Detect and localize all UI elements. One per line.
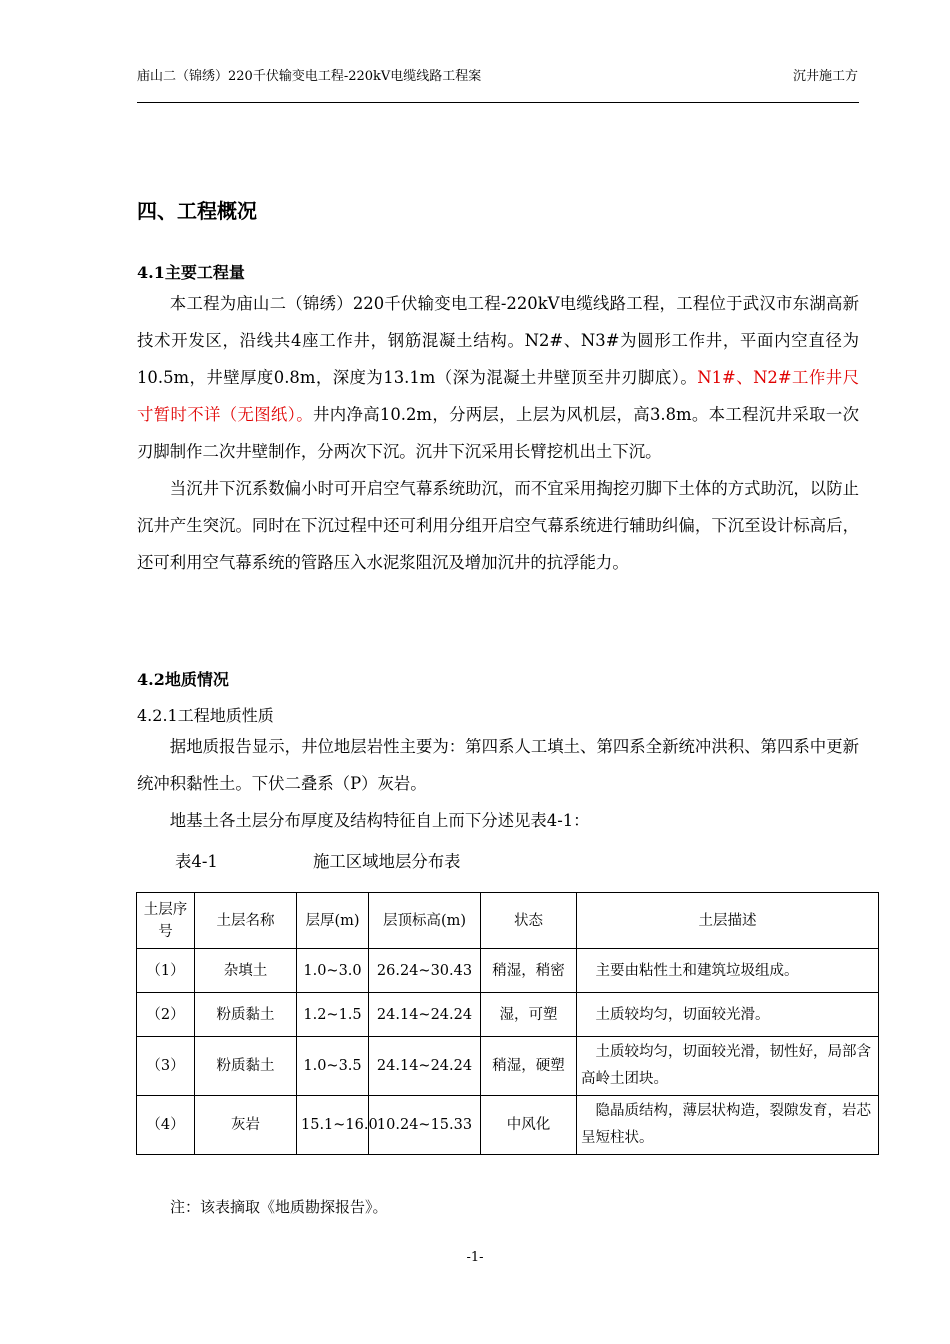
cell-layer-name: 粉质黏土 [195, 1037, 297, 1096]
overview-text-b: 井内净高10.2m，分两层，上层为风机层，高3.8m。本工程沉井采取一次刃脚制作二次井壁制作，分两次下沉。沉井下沉采用长臂挖机出土下沉。 [137, 405, 859, 461]
cell-top-elevation: 10.24~15.33 [369, 1096, 481, 1155]
header-divider [137, 102, 859, 103]
cell-layer-name: 灰岩 [195, 1096, 297, 1155]
subsection-heading-4-2: 4.2地质情况 [137, 670, 229, 689]
paragraph-geology [137, 728, 859, 839]
cell-thickness: 15.1~16.0 [297, 1096, 369, 1155]
paragraph-geology-report: 据地质报告显示，井位地层岩性主要为：第四系人工填土、第四系全新统冲洪积、第四系中更新统冲积黏性土。下伏二叠系（P）灰岩。 [137, 737, 859, 793]
soil-layer-table [136, 892, 879, 1155]
header-top-elevation: 层顶标高(m) [369, 893, 481, 949]
cell-layer-name: 粉质黏土 [195, 993, 297, 1037]
table-note: 注：该表摘取《地质勘探报告》。 [170, 1198, 388, 1216]
table-header-row [137, 893, 879, 949]
header-state: 状态 [481, 893, 577, 949]
header-layer-name: 土层名称 [195, 893, 297, 949]
subsubsection-heading-4-2-1: 4.2.1工程地质性质 [137, 706, 274, 725]
cell-state: 稍湿，稍密 [481, 949, 577, 993]
header-thickness: 层厚(m) [297, 893, 369, 949]
table-row [137, 949, 879, 993]
table-row [137, 993, 879, 1037]
cell-description: 隐晶质结构，薄层状构造，裂隙发育，岩芯呈短柱状。 [577, 1096, 879, 1155]
cell-layer-no: （3） [137, 1037, 195, 1096]
page-number: -1- [466, 1250, 484, 1265]
subsection-heading-4-1: 4.1主要工程量 [137, 263, 245, 282]
paragraph-main-quantities [137, 285, 859, 581]
header-layer-no: 土层序号 [137, 893, 195, 949]
table-caption-number: 表4-1 [175, 852, 218, 871]
cell-layer-name: 杂填土 [195, 949, 297, 993]
cell-top-elevation: 24.14~24.24 [369, 993, 481, 1037]
cell-state: 中风化 [481, 1096, 577, 1155]
header-section-title: 沉井施工方 [792, 69, 858, 84]
header-description: 土层描述 [577, 893, 879, 949]
header-document-title: 庙山二（锦绣）220千伏输变电工程-220kV电缆线路工程案 [137, 69, 482, 84]
cell-top-elevation: 26.24~30.43 [369, 949, 481, 993]
cell-thickness: 1.0~3.5 [297, 1037, 369, 1096]
cell-description: 土质较均匀，切面较光滑，韧性好，局部含高岭土团块。 [577, 1037, 879, 1096]
table-caption-title: 施工区域地层分布表 [313, 852, 461, 871]
table-row [137, 1096, 879, 1155]
paragraph-air-curtain: 当沉井下沉系数偏小时可开启空气幕系统助沉，而不宜采用掏挖刃脚下土体的方式助沉，以防止沉井产生突沉。同时在下沉过程中还可利用分组开启空气幕系统进行辅助纠偏，下沉至设计标高后，还可利用空气幕系统的管路压入水泥浆阻沉及增加沉井的抗浮能力。 [137, 479, 859, 572]
cell-layer-no: （2） [137, 993, 195, 1037]
section-heading: 四、工程概况 [137, 199, 257, 223]
cell-state: 稍湿，硬塑 [481, 1037, 577, 1096]
cell-layer-no: （1） [137, 949, 195, 993]
cell-description: 土质较均匀，切面较光滑。 [577, 993, 879, 1037]
cell-thickness: 1.0~3.0 [297, 949, 369, 993]
overview-text-a: 本工程为庙山二（锦绣）220千伏输变电工程-220kV电缆线路工程，工程位于武汉市东湖高新技术开发区，沿线共4座工作井，钢筋混凝土结构。N2#、N3#为圆形工作井，平面内空直径为10.5m，井壁厚度0.8m，深度为13.1m（深为混凝土井壁顶至井刃脚底）。 [137, 294, 859, 387]
paragraph-project-overview [137, 285, 859, 470]
cell-layer-no: （4） [137, 1096, 195, 1155]
paragraph-table-intro: 地基土各土层分布厚度及结构特征自上而下分述见表4-1： [169, 811, 590, 830]
table-row [137, 1037, 879, 1096]
overview-text-warning: N1#、N2#工作井尺寸暂时不详（无图纸）。 [137, 368, 859, 424]
cell-top-elevation: 24.14~24.24 [369, 1037, 481, 1096]
cell-thickness: 1.2~1.5 [297, 993, 369, 1037]
cell-state: 湿，可塑 [481, 993, 577, 1037]
cell-description: 主要由粘性土和建筑垃圾组成。 [577, 949, 879, 993]
